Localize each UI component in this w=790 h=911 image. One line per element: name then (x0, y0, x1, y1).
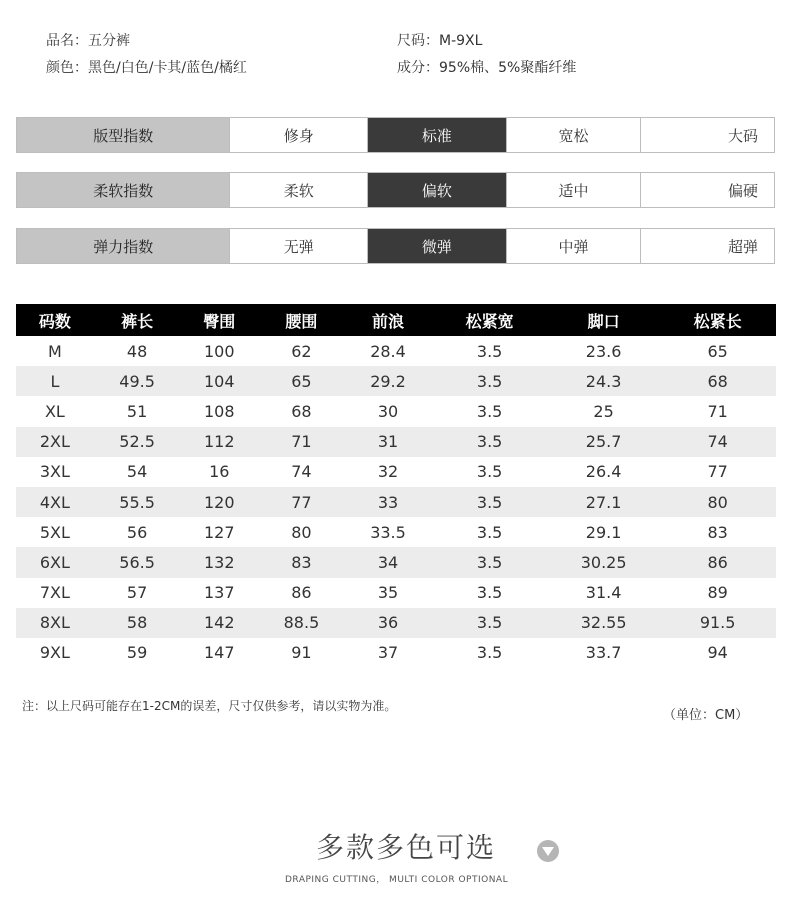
table-cell: 3.5 (431, 487, 548, 517)
table-row (16, 427, 776, 457)
table-row (16, 608, 776, 638)
table-cell: 3.5 (476, 462, 503, 482)
table-row (16, 396, 776, 426)
colors-label: 颜色： (46, 60, 88, 76)
product-name-value: 五分裤 (88, 33, 130, 49)
table-cell: 32 (377, 462, 399, 482)
table-cell: 8XL (16, 608, 94, 638)
table-cell: 59 (126, 643, 148, 663)
table-cell: 62 (291, 341, 312, 361)
table-cell: 86 (291, 583, 312, 603)
table-cell: 25 (593, 401, 614, 421)
table-cell: 31.4 (585, 583, 622, 603)
table-cell: 23.6 (585, 341, 622, 361)
table-cell: 9XL (39, 643, 70, 663)
index-option: 大码 (641, 118, 774, 152)
table-cell: 68 (659, 366, 776, 396)
index-option: 无弹 (230, 229, 368, 263)
size-range-value: M-9XL (439, 33, 483, 49)
column-header: 松紧宽 (431, 304, 548, 336)
footer-subtitle: DRAPING CUTTING， MULTI COLOR OPTIONAL (285, 875, 509, 885)
table-cell: 27.1 (548, 487, 659, 517)
table-cell: 127 (203, 522, 235, 542)
column-header: 前浪 (345, 304, 432, 336)
table-cell: 65 (707, 341, 728, 361)
column-header: 脚口 (548, 304, 659, 336)
table-cell: 56.5 (94, 547, 181, 577)
table-cell: 120 (180, 487, 258, 517)
product-name (46, 30, 130, 50)
table-cell: 71 (258, 427, 345, 457)
table-cell: 83 (258, 547, 345, 577)
table-cell: 89 (707, 583, 728, 603)
column-header: 裤长 (94, 304, 181, 336)
product-material (397, 57, 576, 77)
table-cell: 3.5 (431, 366, 548, 396)
table-cell: 132 (180, 547, 258, 577)
column-header: 码数 (16, 304, 94, 336)
table-cell: 30.25 (548, 547, 659, 577)
table-cell: 3XL (39, 462, 70, 482)
table-cell: 24.3 (548, 366, 659, 396)
table-cell: 74 (659, 427, 776, 457)
table-cell: 3.5 (431, 608, 548, 638)
table-cell: 48 (126, 341, 148, 361)
table-cell: 3.5 (431, 427, 548, 457)
table-cell: 32.55 (548, 608, 659, 638)
product-colors (46, 57, 247, 77)
table-cell: 3.5 (476, 522, 503, 542)
table-row (16, 336, 776, 366)
column-header: 腰围 (258, 304, 345, 336)
index-label: 柔软指数 (17, 173, 230, 207)
index-option: 柔软 (230, 173, 368, 207)
table-cell: 74 (291, 462, 312, 482)
table-cell: 71 (707, 401, 728, 421)
table-cell: 80 (291, 522, 312, 542)
table-cell: 77 (258, 487, 345, 517)
table-cell: 112 (180, 427, 258, 457)
table-cell: 54 (126, 462, 148, 482)
table-cell: 33 (345, 487, 432, 517)
size-chart-table (16, 304, 776, 668)
chevron-down-icon (537, 840, 559, 862)
colors-value: 黑色/白色/卡其/蓝色/橘红 (88, 60, 247, 76)
table-cell: 3.5 (476, 401, 503, 421)
index-label: 版型指数 (17, 118, 230, 152)
index-option: 微弹 (368, 229, 507, 263)
column-header: 松紧长 (659, 304, 776, 336)
size-chart-body (16, 336, 776, 668)
index-option: 偏硬 (641, 173, 774, 207)
table-cell: L (16, 366, 94, 396)
table-cell: 57 (126, 583, 148, 603)
table-cell: 51 (126, 401, 148, 421)
index-option: 标准 (368, 118, 507, 152)
table-row (16, 547, 776, 577)
table-cell: 94 (707, 643, 728, 663)
column-header: 臀围 (180, 304, 258, 336)
table-cell: 80 (659, 487, 776, 517)
fit-index-row (16, 117, 775, 153)
material-label: 成分： (397, 60, 439, 76)
table-cell: 3.5 (476, 643, 503, 663)
table-cell: 88.5 (258, 608, 345, 638)
table-cell: 33.7 (585, 643, 622, 663)
table-cell: 3.5 (476, 583, 503, 603)
table-cell: 52.5 (94, 427, 181, 457)
table-cell: 16 (209, 462, 230, 482)
index-option: 适中 (507, 173, 642, 207)
table-cell: 30 (377, 401, 399, 421)
table-row (16, 366, 776, 396)
table-cell: 3.5 (476, 341, 503, 361)
table-cell: 7XL (39, 583, 70, 603)
table-cell: 91 (291, 643, 312, 663)
table-cell: 77 (707, 462, 728, 482)
unit-label: （单位：CM） (663, 708, 749, 723)
table-cell: 33.5 (370, 522, 406, 542)
table-cell: 6XL (16, 547, 94, 577)
table-cell: 35 (377, 583, 399, 603)
table-cell: 100 (203, 341, 235, 361)
table-cell: 34 (345, 547, 432, 577)
measurement-note: 注：以上尺码可能存在1-2CM的误差，尺寸仅供参考，请以实物为准。 (22, 699, 397, 713)
table-cell: 37 (377, 643, 399, 663)
table-cell: 28.4 (370, 341, 406, 361)
index-option: 中弹 (507, 229, 642, 263)
table-cell: 83 (707, 522, 728, 542)
table-cell: 26.4 (585, 462, 622, 482)
table-cell: 108 (203, 401, 235, 421)
table-cell: 56 (126, 522, 148, 542)
product-name-label: 品名： (46, 33, 88, 49)
table-cell: 137 (203, 583, 235, 603)
table-cell: 5XL (39, 522, 70, 542)
table-cell: 4XL (16, 487, 94, 517)
table-row (16, 578, 776, 608)
index-option: 宽松 (507, 118, 642, 152)
table-cell: 86 (659, 547, 776, 577)
table-cell: 29.2 (345, 366, 432, 396)
index-option: 超弹 (641, 229, 774, 263)
table-cell: 55.5 (94, 487, 181, 517)
footer-title: 多款多色可选 (316, 831, 497, 864)
table-cell: 68 (291, 401, 312, 421)
table-cell: XL (44, 401, 65, 421)
size-range-label: 尺码： (397, 33, 439, 49)
table-cell: 31 (345, 427, 432, 457)
table-cell: 36 (345, 608, 432, 638)
table-cell: 142 (180, 608, 258, 638)
table-row (16, 517, 776, 547)
product-size-range (397, 30, 482, 50)
index-option: 修身 (230, 118, 368, 152)
table-cell: 25.7 (548, 427, 659, 457)
material-value: 95%棉、5%聚酯纤维 (439, 60, 577, 76)
table-cell: 58 (94, 608, 181, 638)
index-label: 弹力指数 (17, 229, 230, 263)
table-cell: 49.5 (94, 366, 181, 396)
index-option: 偏软 (368, 173, 507, 207)
table-cell: 104 (180, 366, 258, 396)
size-chart-header (16, 304, 776, 336)
table-cell: 29.1 (585, 522, 622, 542)
softness-index-row (16, 172, 775, 208)
table-row (16, 457, 776, 487)
table-row (16, 638, 776, 668)
table-cell: 91.5 (659, 608, 776, 638)
table-row (16, 487, 776, 517)
table-cell: 147 (203, 643, 235, 663)
table-cell: 2XL (16, 427, 94, 457)
table-cell: 3.5 (431, 547, 548, 577)
table-cell: M (47, 341, 62, 361)
table-cell: 65 (258, 366, 345, 396)
elasticity-index-row (16, 228, 775, 264)
